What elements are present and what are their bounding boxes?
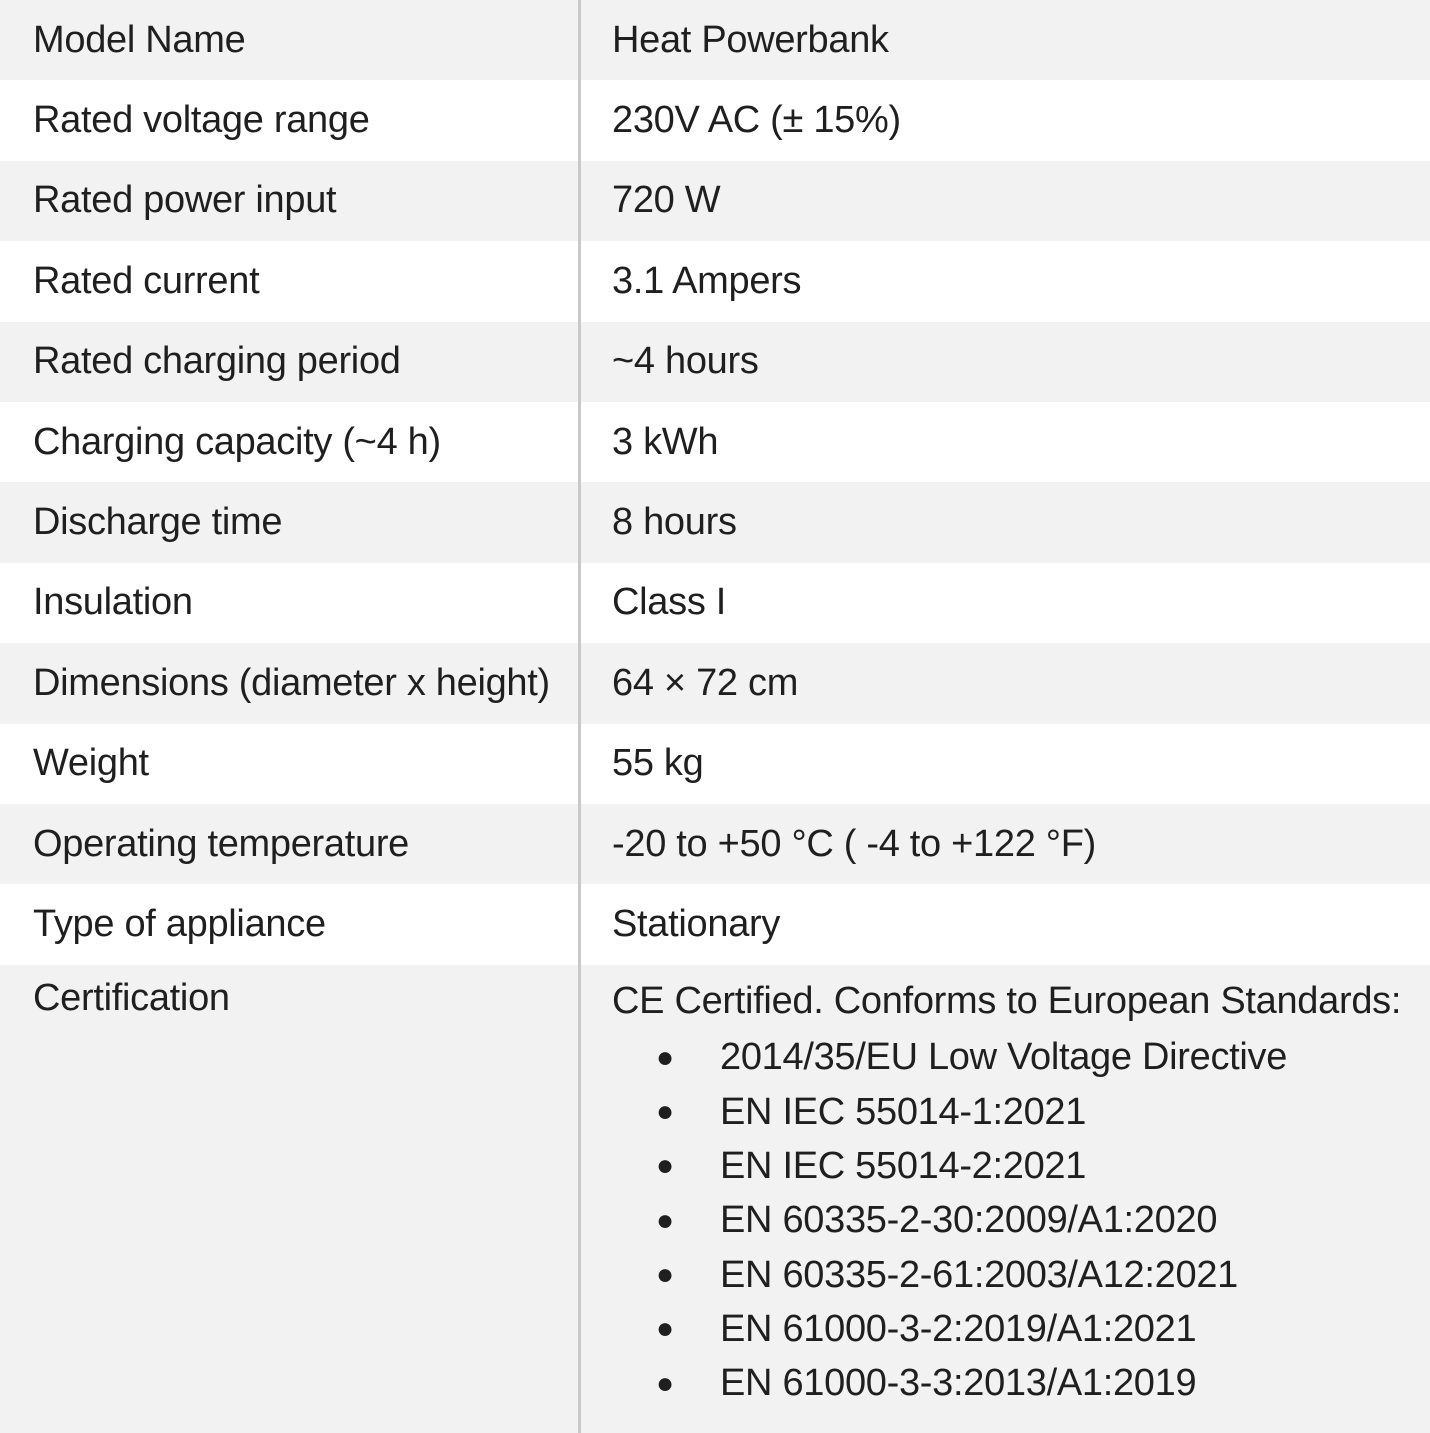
spec-label: Rated voltage range	[33, 99, 370, 142]
spec-label: Discharge time	[33, 501, 283, 544]
spec-row-rated-current	[0, 241, 1430, 321]
spec-label: Insulation	[33, 581, 193, 624]
spec-value: -20 to +50 °C ( -4 to +122 °F)	[612, 822, 1096, 865]
bullet-icon: ●	[656, 1366, 674, 1400]
spec-row-model-name	[0, 0, 1430, 80]
spec-value: Stationary	[612, 902, 781, 945]
column-divider	[578, 0, 581, 1433]
list-item	[612, 1356, 1401, 1410]
list-item	[612, 1085, 1401, 1139]
bullet-icon: ●	[656, 1312, 674, 1346]
spec-row-type-of-appliance	[0, 884, 1430, 964]
spec-label: Operating temperature	[33, 822, 410, 865]
bullet-icon: ●	[656, 1149, 674, 1183]
spec-row-charging-capacity	[0, 402, 1430, 482]
spec-value: 8 hours	[612, 501, 737, 544]
list-item	[612, 1139, 1401, 1193]
standards-list	[612, 1031, 1401, 1411]
spec-row-operating-temperature	[0, 804, 1430, 884]
standard-text: EN 60335-2-30:2009/A1:2020	[720, 1199, 1218, 1242]
standard-text: EN 61000-3-2:2019/A1:2021	[720, 1307, 1197, 1350]
spec-row-rated-power-input	[0, 161, 1430, 241]
bullet-icon: ●	[656, 1203, 674, 1237]
spec-row-weight	[0, 724, 1430, 804]
list-item	[612, 1248, 1401, 1302]
spec-label: Charging capacity (~4 h)	[33, 420, 441, 463]
spec-value: ~4 hours	[612, 340, 759, 383]
spec-label: Model Name	[33, 18, 246, 61]
spec-value: 3 kWh	[612, 420, 719, 463]
spec-value: 64 × 72 cm	[612, 661, 799, 704]
spec-row-rated-charging-period	[0, 322, 1430, 402]
certification-value	[579, 965, 1430, 1433]
spec-label: Certification	[33, 976, 230, 1019]
standard-text: EN IEC 55014-2:2021	[720, 1144, 1087, 1187]
list-item	[612, 1302, 1401, 1356]
spec-label: Type of appliance	[33, 902, 326, 945]
spec-label: Weight	[33, 742, 149, 785]
standard-text: EN 61000-3-3:2013/A1:2019	[720, 1362, 1197, 1405]
spec-row-discharge-time	[0, 482, 1430, 562]
spec-label: Dimensions (diameter x height)	[33, 661, 550, 704]
bullet-icon: ●	[656, 1258, 674, 1292]
spec-value: 720 W	[612, 179, 721, 222]
standard-text: EN IEC 55014-1:2021	[720, 1090, 1087, 1133]
spec-label: Rated current	[33, 259, 260, 302]
spec-row-insulation	[0, 563, 1430, 643]
spec-row-certification	[0, 965, 1430, 1433]
certification-intro: CE Certified. Conforms to European Standards:	[612, 979, 1402, 1022]
spec-value: Class I	[612, 581, 727, 624]
spec-value: 3.1 Ampers	[612, 259, 802, 302]
spec-value: Heat Powerbank	[612, 18, 889, 61]
spec-label: Rated charging period	[33, 340, 401, 383]
bullet-icon: ●	[656, 1040, 674, 1074]
spec-label: Rated power input	[33, 179, 337, 222]
spec-row-dimensions	[0, 643, 1430, 723]
list-item	[612, 1031, 1401, 1085]
spec-row-rated-voltage-range	[0, 80, 1430, 160]
standard-text: 2014/35/EU Low Voltage Directive	[720, 1036, 1288, 1079]
standard-text: EN 60335-2-61:2003/A12:2021	[720, 1253, 1238, 1296]
list-item	[612, 1194, 1401, 1248]
bullet-icon: ●	[656, 1095, 674, 1129]
spec-value: 55 kg	[612, 742, 704, 785]
certification-block	[612, 977, 1401, 1411]
spec-value: 230V AC (± 15%)	[612, 99, 901, 142]
